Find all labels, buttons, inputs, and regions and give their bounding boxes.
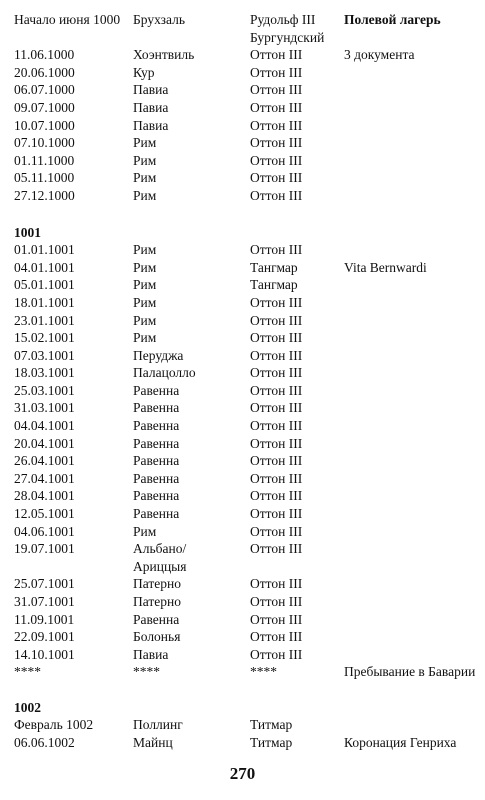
cell-note: Пребывание в Баварии — [344, 664, 476, 680]
cell-source: Оттон III — [250, 187, 303, 203]
cell-place: Палацолло — [133, 365, 196, 381]
cell-date: 19.07.1001 — [14, 541, 75, 557]
cell-source: Оттон III — [250, 594, 303, 609]
cell-place: Рим — [133, 242, 157, 258]
cell-date: 01.01.1001 — [14, 242, 75, 258]
cell-source: Оттон III — [250, 382, 303, 398]
cell-date: **** — [14, 664, 41, 680]
cell-date: 20.04.1001 — [14, 435, 75, 451]
cell-place: Равенна — [133, 418, 180, 434]
cell-place: Альбано/ Ариццыя — [133, 541, 187, 574]
cell-place: Майнц — [133, 734, 173, 750]
cell-source: Оттон III — [250, 435, 303, 451]
cell-date: 04.04.1001 — [14, 418, 75, 434]
table-row — [14, 81, 479, 99]
header-date: Начало июня 1000 — [14, 12, 121, 27]
table-row — [14, 399, 479, 417]
cell-place: Равенна — [133, 470, 180, 486]
itinerary-table — [14, 11, 479, 769]
cell-place: Перуджа — [133, 347, 184, 363]
cell-date: 18.01.1001 — [14, 294, 75, 310]
table-row — [14, 241, 479, 259]
cell-date: 18.03.1001 — [14, 365, 75, 381]
cell-place: Болонья — [133, 629, 181, 645]
cell-place: Хоэнтвиль — [133, 47, 195, 63]
cell-source: Тангмар — [250, 259, 298, 275]
cell-date: 27.12.1000 — [14, 187, 75, 203]
table-row — [14, 716, 479, 734]
cell-place: Павиа — [133, 117, 169, 133]
cell-source: Оттон III — [250, 646, 303, 662]
section-1000 — [14, 46, 479, 204]
cell-source: Титмар — [250, 734, 293, 750]
header-place: Брухзаль — [133, 12, 185, 27]
table-row — [14, 540, 479, 575]
cell-date: 27.04.1001 — [14, 470, 75, 486]
cell-source: Оттон III — [250, 523, 303, 539]
table-row — [14, 117, 479, 135]
table-row — [14, 99, 479, 117]
cell-source: Оттон III — [250, 506, 303, 522]
cell-date: 01.11.1000 — [14, 152, 75, 168]
cell-date: 28.04.1001 — [14, 488, 75, 504]
cell-source: Оттон III — [250, 453, 303, 469]
cell-place: Рим — [133, 294, 157, 310]
cell-date: 05.11.1000 — [14, 170, 75, 186]
table-row — [14, 487, 479, 505]
table-row — [14, 364, 479, 382]
cell-place: Рим — [133, 152, 157, 168]
table-row — [14, 628, 479, 646]
cell-date: 07.03.1001 — [14, 347, 75, 363]
table-row — [14, 523, 479, 541]
table-row — [14, 505, 479, 523]
cell-place: Рим — [133, 277, 157, 293]
cell-date: 12.05.1001 — [14, 506, 75, 522]
cell-date: 15.02.1001 — [14, 330, 75, 346]
section-1001 — [14, 241, 479, 698]
cell-source: Оттон III — [250, 400, 303, 416]
cell-place: Рим — [133, 312, 157, 328]
cell-source: Оттон III — [250, 64, 303, 80]
cell-place: Кур — [133, 64, 155, 80]
cell-place: Равенна — [133, 453, 180, 469]
cell-date: 04.06.1001 — [14, 523, 75, 539]
cell-source: Оттон III — [250, 330, 303, 346]
cell-place: Павиа — [133, 82, 169, 98]
cell-note: 3 документа — [344, 47, 415, 63]
table-row — [14, 347, 479, 365]
header-source: Рудольф III Бургундский — [250, 12, 325, 45]
table-row — [14, 187, 479, 205]
table-row — [14, 169, 479, 187]
cell-source: Оттон III — [250, 365, 303, 381]
table-row — [14, 435, 479, 453]
cell-place: Равенна — [133, 488, 180, 504]
table-row — [14, 46, 479, 64]
cell-date: 04.01.1001 — [14, 259, 75, 275]
cell-date: 06.06.1002 — [14, 734, 75, 750]
cell-note: Коронация Генриха — [344, 734, 457, 750]
table-row — [14, 611, 479, 629]
cell-source: **** — [250, 664, 277, 680]
cell-source: Оттон III — [250, 629, 303, 645]
cell-date: 06.07.1000 — [14, 82, 75, 98]
cell-place: Патерно — [133, 576, 182, 592]
table-row — [14, 64, 479, 82]
cell-place: Равенна — [133, 611, 180, 627]
cell-source: Оттон III — [250, 135, 303, 151]
cell-date: 23.01.1001 — [14, 312, 75, 328]
cell-source: Тангмар — [250, 277, 298, 293]
table-row — [14, 259, 479, 277]
cell-date: 11.09.1001 — [14, 611, 75, 627]
cell-source: Оттон III — [250, 418, 303, 434]
table-row — [14, 276, 479, 294]
cell-date: 25.03.1001 — [14, 382, 75, 398]
cell-date: 09.07.1000 — [14, 99, 75, 115]
table-row — [14, 452, 479, 470]
section-1002 — [14, 716, 479, 769]
cell-date: 22.09.1001 — [14, 629, 75, 645]
cell-source: Оттон III — [250, 312, 303, 328]
cell-date: 14.10.1001 — [14, 646, 75, 662]
cell-place: Равенна — [133, 400, 180, 416]
table-row — [14, 312, 479, 330]
cell-date: 26.04.1001 — [14, 453, 75, 469]
cell-place: **** — [133, 664, 160, 680]
cell-date: 31.03.1001 — [14, 400, 75, 416]
header-note: Полевой лагерь — [344, 12, 441, 27]
cell-place: Рим — [133, 135, 157, 151]
cell-source: Оттон III — [250, 99, 303, 115]
cell-place: Рим — [133, 187, 157, 203]
cell-source: Оттон III — [250, 347, 303, 363]
cell-source: Оттон III — [250, 576, 303, 592]
cell-place: Поллинг — [133, 717, 183, 733]
cell-source: Оттон III — [250, 170, 303, 186]
table-row — [14, 134, 479, 152]
cell-place: Рим — [133, 523, 157, 539]
year-heading-1001: 1001 — [14, 224, 41, 240]
spacer — [14, 205, 479, 224]
table-header-row — [14, 11, 479, 46]
cell-note: Vita Bernwardi — [344, 259, 427, 275]
table-row — [14, 417, 479, 435]
cell-source: Оттон III — [250, 82, 303, 98]
year-heading-1002: 1002 — [14, 699, 41, 715]
cell-source: Титмар — [250, 717, 293, 733]
cell-place: Равенна — [133, 382, 180, 398]
cell-place: Патерно — [133, 594, 182, 609]
table-row — [14, 382, 479, 400]
table-row — [14, 663, 479, 698]
table-row — [14, 646, 479, 664]
cell-date: 25.07.1001 — [14, 576, 75, 592]
cell-date: 31.07.1001 — [14, 594, 75, 609]
table-row — [14, 593, 479, 611]
cell-date: 20.06.1000 — [14, 64, 75, 80]
cell-source: Оттон III — [250, 47, 303, 63]
table-row — [14, 470, 479, 488]
cell-place: Павиа — [133, 646, 169, 662]
cell-date: 11.06.1000 — [14, 47, 75, 63]
cell-place: Павиа — [133, 99, 169, 115]
cell-date: 07.10.1000 — [14, 135, 75, 151]
cell-source: Оттон III — [250, 611, 303, 627]
cell-source: Оттон III — [250, 488, 303, 504]
cell-place: Рим — [133, 330, 157, 346]
cell-place: Рим — [133, 259, 157, 275]
cell-date: Февраль 1002 — [14, 717, 94, 733]
cell-source: Оттон III — [250, 294, 303, 310]
cell-place: Равенна — [133, 435, 180, 451]
cell-date: 05.01.1001 — [14, 277, 75, 293]
cell-source: Оттон III — [250, 117, 303, 133]
table-row — [14, 152, 479, 170]
cell-source: Оттон III — [250, 242, 303, 258]
table-row — [14, 575, 479, 593]
cell-source: Оттон III — [250, 152, 303, 168]
cell-place: Рим — [133, 170, 157, 186]
cell-source: Оттон III — [250, 470, 303, 486]
cell-source: Оттон III — [250, 541, 303, 557]
cell-place: Равенна — [133, 506, 180, 522]
cell-date: 10.07.1000 — [14, 117, 75, 133]
table-row — [14, 329, 479, 347]
page-number: 270 — [229, 764, 256, 783]
table-row — [14, 294, 479, 312]
